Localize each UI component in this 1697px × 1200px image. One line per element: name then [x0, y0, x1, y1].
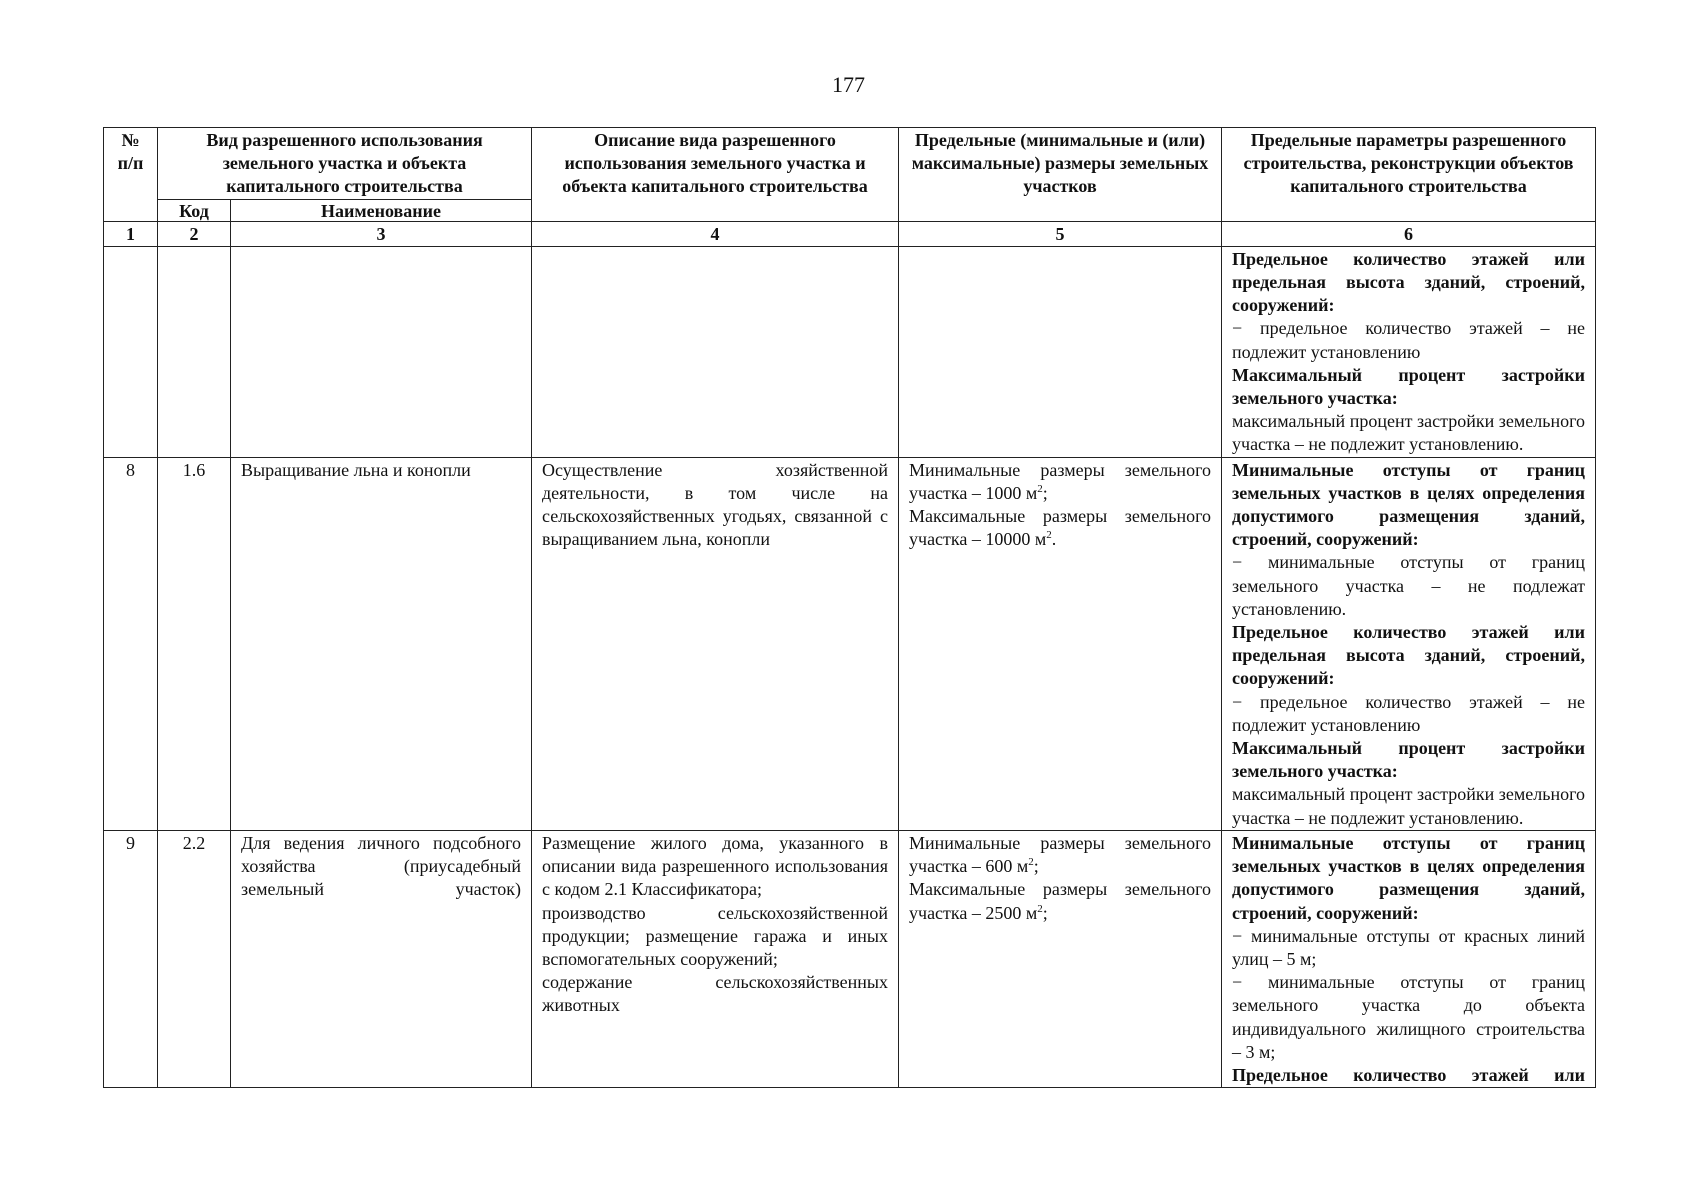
column-number: 4 — [532, 221, 899, 246]
row-build-params — [1222, 457, 1596, 830]
row-name: Выращивание льна и конопли — [231, 457, 532, 830]
header-plot-sizes: Предельные (минимальные и (или) максимальные) размеры земельных участков — [899, 128, 1222, 222]
param-text: − минимальные отступы от границ земельного участка до объекта индивидуального жилищного строительства – 3 м; — [1232, 972, 1586, 1062]
row-number: 9 — [104, 830, 158, 1087]
description-paragraph: содержание сельскохозяйственных животных — [542, 972, 889, 1016]
row-description — [532, 246, 899, 457]
param-text: − минимальные отступы от красных линий улиц – 5 м; — [1232, 925, 1586, 969]
header-name: Наименование — [231, 199, 532, 221]
header-build-params: Предельные параметры разрешенного строительства, реконструкции объектов капитального строительства — [1222, 128, 1596, 222]
row-plot-sizes — [899, 830, 1222, 1087]
column-number-row — [104, 221, 1596, 246]
param-text: максимальный процент застройки земельного участка – не подлежит установлению. — [1232, 784, 1586, 828]
header-row — [104, 128, 1596, 200]
description-paragraph: Размещение жилого дома, указанного в описании вида разрешенного использования с кодом 2.1 Классификатора; — [542, 832, 889, 900]
row-code: 1.6 — [158, 457, 231, 830]
row-code — [158, 246, 231, 457]
row-code: 2.2 — [158, 830, 231, 1087]
row-name: Для ведения личного подсобного хозяйства (приусадебный земельный участок) — [231, 830, 532, 1087]
column-number: 2 — [158, 221, 231, 246]
row-build-params — [1222, 830, 1596, 1087]
row-description — [532, 830, 899, 1087]
plot-size-line: Минимальные размеры земельного участка – 600 $м^2$; — [909, 832, 1212, 877]
param-text: − предельное количество этажей – не подлежит установлению — [1232, 318, 1586, 362]
land-use-table — [103, 127, 1596, 1088]
param-heading: Предельное количество этажей или — [1232, 1064, 1586, 1085]
row-number — [104, 246, 158, 457]
header-description: Описание вида разрешенного использования земельного участка и объекта капитального строительства — [532, 128, 899, 222]
param-text: − минимальные отступы от границ земельного участка – не подлежат установлению. — [1232, 552, 1586, 619]
row-description — [532, 457, 899, 830]
table-row — [104, 246, 1596, 457]
column-number: 6 — [1222, 221, 1596, 246]
plot-size-line: Минимальные размеры земельного участка – 1000 $м^2$; — [909, 459, 1212, 503]
row-plot-sizes — [899, 457, 1222, 830]
column-number: 3 — [231, 221, 532, 246]
description-paragraph: Осуществление хозяйственной деятельности, в том числе на сельскохозяйственных угодьях, связанной с выращиванием льна, конопли — [542, 459, 889, 550]
param-heading: Предельное количество этажей или предельная высота зданий, строений, сооружений: — [1232, 622, 1586, 689]
page-number: 177 — [832, 72, 865, 97]
param-heading: Предельное количество этажей или предельная высота зданий, строений, сооружений: — [1232, 248, 1586, 316]
row-number: 8 — [104, 457, 158, 830]
row-build-params — [1222, 246, 1596, 457]
header-use-type: Вид разрешенного использования земельного участка и объекта капитального строительства — [158, 128, 532, 200]
row-name — [231, 246, 532, 457]
param-text: − предельное количество этажей – не подлежит установлению — [1232, 691, 1586, 735]
row-plot-sizes — [899, 246, 1222, 457]
column-number: 1 — [104, 221, 158, 246]
header-code: Код — [158, 199, 231, 221]
param-text: максимальный процент застройки земельного участка – не подлежит установлению. — [1232, 411, 1586, 455]
param-heading: Минимальные отступы от границ земельных участков в целях определения допустимого размещения зданий, строений, сооружений: — [1232, 459, 1586, 550]
param-heading: Максимальный процент застройки земельного участка: — [1232, 738, 1586, 782]
description-paragraph: производство сельскохозяйственной продукции; размещение гаража и иных вспомогательных сооружений; — [542, 902, 889, 969]
plot-size-line: Максимальные размеры земельного участка – 10000 $м^2$. — [909, 506, 1212, 550]
table-row — [104, 830, 1596, 1087]
param-heading: Минимальные отступы от границ земельных участков в целях определения допустимого размещения зданий, строений, сооружений: — [1232, 832, 1586, 923]
table-row — [104, 457, 1596, 830]
header-number: № п/п — [104, 128, 158, 222]
column-number: 5 — [899, 221, 1222, 246]
plot-size-line: Максимальные размеры земельного участка – 2500 $м^2$; — [909, 879, 1212, 923]
param-heading: Максимальный процент застройки земельного участка: — [1232, 364, 1586, 409]
